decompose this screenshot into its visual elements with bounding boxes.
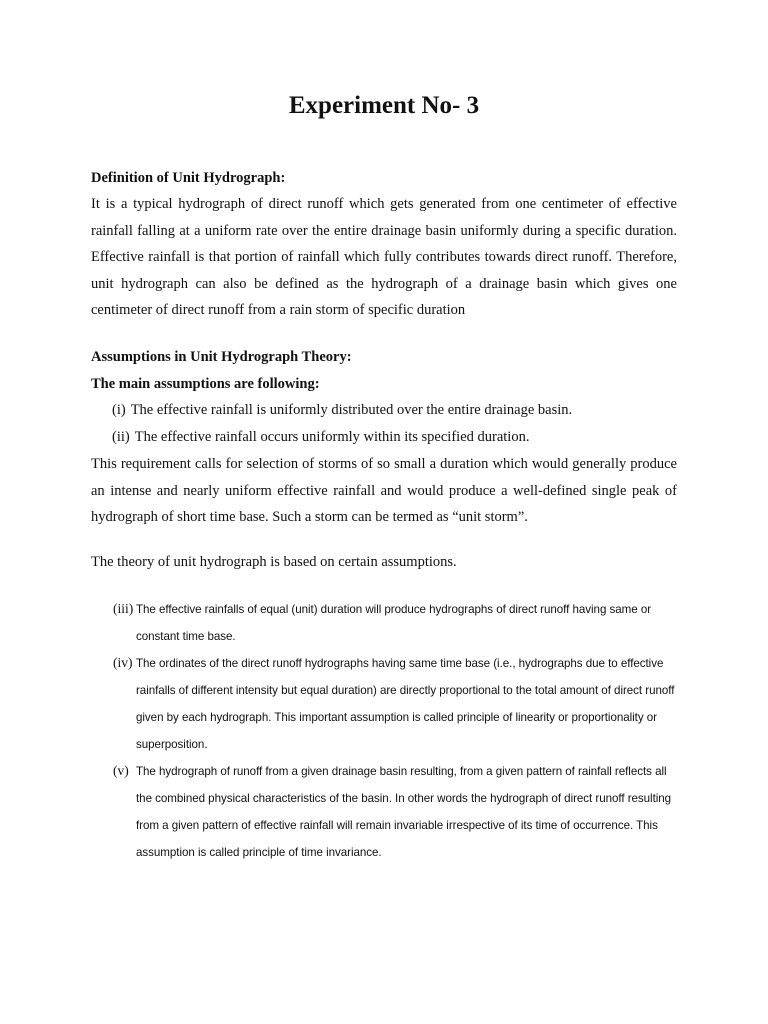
requirement-paragraph: This requirement calls for selection of storms of so small a duration which would generally produce an intense and nearly uniform effective rainfall and would produce a well-defined single peak of hydrograph of short time base. Such a storm can be termed as “unit storm”. (91, 456, 677, 525)
page-title: Experiment No- 3 (288, 92, 480, 119)
theory-intro: The theory of unit hydrograph is based on certain assumptions. (91, 554, 457, 570)
assumption-text: The effective rainfalls of equal (unit) duration will produce hydrographs of direct runoff having same or constant time base. (136, 603, 652, 643)
assumption-item (113, 758, 683, 866)
assumption-number: (iv) (113, 655, 133, 670)
assumption-item (112, 424, 682, 451)
assumptions-heading: Assumptions in Unit Hydrograph Theory: (91, 349, 352, 365)
assumption-text: The effective rainfall occurs uniformly within its specified duration. (134, 429, 530, 445)
definition-heading: Definition of Unit Hydrograph: (91, 170, 286, 186)
definition-paragraph: It is a typical hydrograph of direct runoff which gets generated from one centimeter of effective rainfall falling at a uniform rate over the entire drainage basin uniformly during a specific duration. Effective rainfall is that portion of rainfall which fully contributes towards direct runoff. Therefore, unit hydrograph can also be defined as the hydrograph of a drainage basin which gives one centimeter of direct runoff from a rain storm of specific duration (91, 196, 677, 318)
further-assumptions-list (113, 596, 683, 866)
assumption-number: (iii) (113, 601, 134, 616)
assumption-item (113, 596, 683, 650)
assumptions-subheading: The main assumptions are following: (91, 376, 320, 392)
assumption-text: The effective rainfall is uniformly distributed over the entire drainage basin. (130, 402, 573, 418)
assumption-number: (v) (113, 763, 129, 778)
assumption-item (112, 397, 682, 424)
assumption-text: The hydrograph of runoff from a given drainage basin resulting, from a given pattern of rainfall reflects all the combined physical characteristics of the basin. In other words the hydrograph of direct runoff resulting from a given pattern of effective rainfall will remain invariable irrespective of its time of occurrence. This assumption is called principle of time invariance. (136, 765, 672, 859)
assumption-number: (ii) (112, 429, 130, 445)
assumption-number: (i) (112, 402, 126, 418)
assumption-item (113, 650, 683, 758)
assumption-text: The ordinates of the direct runoff hydrographs having same time base (i.e., hydrographs due to effective rainfalls of different intensity but equal duration) are directly proportional to the total amount of direct runoff given by each hydrograph. This important assumption is called principle of linearity or proportionality or superposition. (136, 657, 675, 751)
